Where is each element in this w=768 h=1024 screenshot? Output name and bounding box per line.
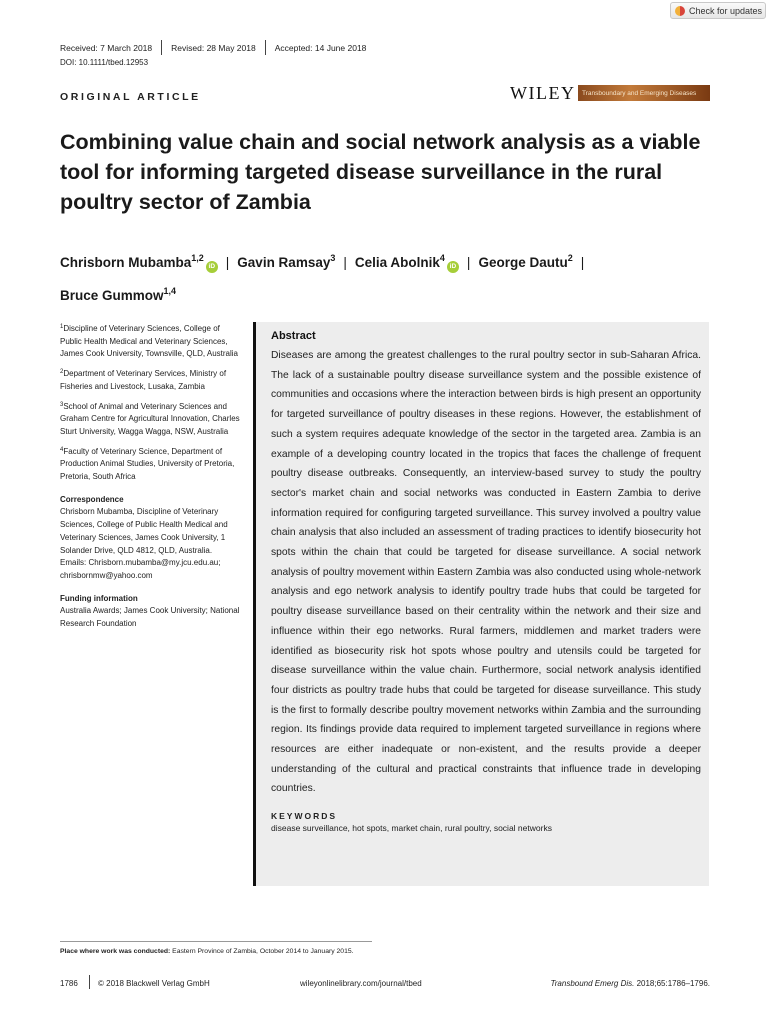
footnote-divider bbox=[60, 941, 372, 942]
copyright: © 2018 Blackwell Verlag GmbH bbox=[98, 979, 210, 988]
citation: Transbound Emerg Dis. 2018;65:1786–1796. bbox=[550, 979, 710, 988]
crossmark-icon bbox=[675, 6, 685, 16]
author[interactable]: Chrisborn Mubamba$^{1,2}$iD bbox=[60, 255, 218, 270]
work-place-note: Place where work was conducted: Eastern Province of Zambia, October 2014 to January 2015. bbox=[60, 948, 354, 955]
author-list: Chrisborn Mubamba$^{1,2}$iD | Gavin Ramsay$^3$ | Celia Abolnik$^4$iD | George Dautu$^2$ | Bruce Gummow$^{1,4}$ bbox=[60, 253, 585, 303]
journal-banner: Transboundary and Emerging Diseases bbox=[578, 85, 710, 101]
check-for-updates-button[interactable] bbox=[670, 2, 766, 19]
check-for-updates-label: Check for updates bbox=[689, 5, 763, 16]
funding-label: Funding information bbox=[60, 593, 138, 603]
author[interactable]: Gavin Ramsay$^3$ bbox=[237, 253, 336, 270]
article-dates bbox=[60, 40, 366, 55]
doi: DOI: 10.1111/tbed.12953 bbox=[60, 58, 149, 67]
affiliation: $^2$Department of Veterinary Services, Ministry of Fisheries and Livestock, Lusaka, Zambia bbox=[60, 369, 227, 391]
abstract-text: Diseases are among the greatest challenges to the rural poultry sector in sub-Saharan Africa. The lack of a sustainable poultry disease surveillance system and the possible existence of communities and occasions where the interaction between birds is high present an opportunity for targeted surveillance of poultry diseases in these regions. However, the establishment of such a system requires adequate knowledge of the sector in the targeted area. Zambia is an example of a developing country located in the tropics that faces the challenge of frequent poultry disease outbreaks. Consequently, an interview-based survey to study the poultry sector's market chain and social networks was conducted in Eastern Zambia to derive information required for configuring targeted surveillance. This survey involved a poultry value chain analysis that also included an assessment of trading practices to identify biosecurity hot spots within the chain that could be targeted for disease surveillance. A social network analysis of poultry movement within Eastern Zambia was also conducted using whole-network analysis and ego network analysis to identify poultry trade hubs that could be targeted for poultry disease surveillance based on their centrality within the network and their size and influence within their ego networks. Rural farmers, middlemen and market traders were identified as biosecurity risk hot spots whose poultry and utensils could be targeted for disease surveillance within the value chain. Furthermore, social network analysis identified four districts as poultry trade hubs that could be targeted for disease surveillance. This study is the first to formally describe poultry movement networks within Zambia and the surrounding region. Its findings provide data required to implement targeted surveillance in regions where resources are either inadequate or non-existent, and the results provide a deeper understanding of the cultural and practical constraints that influence trade in developing countries. bbox=[271, 350, 701, 795]
affiliations-sidebar bbox=[60, 321, 242, 631]
accepted-date: Accepted: 14 June 2018 bbox=[274, 42, 367, 53]
affiliation: $^1$Discipline of Veterinary Sciences, College of Public Health Medical and Veterinary Sciences, James Cook University, Townsville, QLD, Australia bbox=[60, 324, 238, 359]
divider bbox=[161, 40, 162, 55]
orcid-icon[interactable]: iD bbox=[447, 261, 459, 273]
divider bbox=[89, 975, 90, 989]
keywords-heading: KEYWORDS bbox=[271, 811, 338, 822]
revised-date: Revised: 28 May 2018 bbox=[171, 42, 256, 53]
affiliation: $^4$Faculty of Veterinary Science, Department of Production Animal Studies, University of Pretoria, Pretoria, South Africa bbox=[60, 446, 235, 482]
page-number: 1786 bbox=[60, 979, 78, 988]
journal-url[interactable]: wileyonlinelibrary.com/journal/tbed bbox=[300, 979, 422, 988]
author[interactable]: Bruce Gummow$^{1,4}$ bbox=[60, 286, 177, 303]
article-type: ORIGINAL ARTICLE bbox=[60, 91, 201, 103]
abstract-heading: Abstract bbox=[271, 330, 316, 342]
orcid-icon[interactable]: iD bbox=[206, 261, 218, 273]
article-title: Combining value chain and social network analysis as a viable tool for informing targeted disease surveillance in the rural poultry sector of Zambia bbox=[60, 130, 701, 214]
author[interactable]: Celia Abolnik$^4$iD bbox=[355, 255, 459, 270]
divider bbox=[265, 40, 266, 55]
received-date: Received: 7 March 2018 bbox=[60, 42, 153, 53]
affiliation: $^3$School of Animal and Veterinary Sciences and Graham Centre for Agricultural Innovation, Charles Sturt University, Wagga Wagga, NSW, Australia bbox=[60, 401, 240, 436]
keywords-text: disease surveillance, hot spots, market chain, rural poultry, social networks bbox=[271, 823, 552, 834]
abstract-box bbox=[253, 322, 709, 886]
author[interactable]: George Dautu$^2$ bbox=[478, 253, 573, 270]
correspondence-emails[interactable]: Emails: Chrisborn.mubamba@my.jcu.edu.au; chrisbornmw@yahoo.com bbox=[60, 558, 221, 580]
correspondence-text: Chrisborn Mubamba, Discipline of Veterinary Sciences, College of Public Health Medical and Veterinary Sciences, James Cook University, 1 Solander Drive, QLD 4812, QLD, Australia. bbox=[60, 507, 228, 555]
publisher-logo: WILEY bbox=[510, 83, 576, 103]
correspondence-label: Correspondence bbox=[60, 494, 124, 504]
funding-text: Australia Awards; James Cook University; National Research Foundation bbox=[60, 606, 240, 629]
